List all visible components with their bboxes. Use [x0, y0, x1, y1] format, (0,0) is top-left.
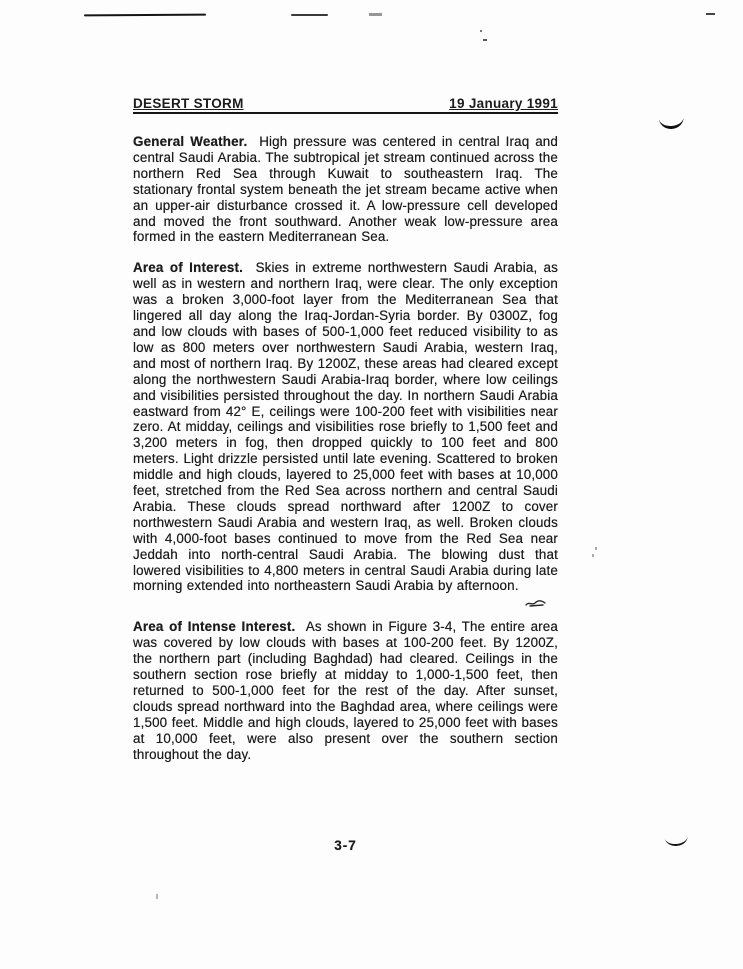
- scan-artifact-speck: [156, 894, 158, 899]
- scan-artifact-curved-mark-bottom: [665, 834, 689, 847]
- paragraph-body: High pressure was centered in central Iraq and central Saudi Arabia. The subtropical jet stream continued across the northern Red Sea through Kuwait to southeastern Iraq. The stationary frontal system beneath the jet stream became active when an upper-air disturbance crossed it. A low-pressure cell developed and moved the front southward. Another weak low-pressure area formed in the eastern Mediterranean Sea.: [133, 134, 558, 245]
- document-date: 19 January 1991: [449, 96, 558, 111]
- paragraph-heading: Area of Intense Interest.: [133, 619, 296, 635]
- paragraph-general-weather: [133, 134, 558, 245]
- scan-artifact-top-dashes: [369, 13, 382, 16]
- scan-artifact-speck: [483, 39, 487, 41]
- scan-artifact-top-line-short: [291, 14, 328, 16]
- document-title: DESERT STORM: [133, 96, 244, 111]
- paragraph-heading: Area of Interest.: [133, 260, 244, 276]
- scan-artifact-top-line-long: [84, 14, 206, 17]
- paragraph-area-of-intense-interest: [133, 619, 558, 762]
- scan-artifact-top-right-dash: [706, 13, 715, 15]
- scan-artifact-curved-mark-top: [659, 114, 685, 130]
- paragraph-heading: General Weather.: [133, 134, 248, 149]
- document-header: [133, 96, 558, 114]
- paragraph-body: Skies in extreme northwestern Saudi Arabia, as well as in western and northern Iraq, were clear. The only exception was a broken 3,000-foot layer from the Mediterranean Sea that lingered all day along the Iraq-Jordan-Syria border. By 0300Z, fog and low clouds with bases of 500-1,000 feet reduced visibility to as low as 800 meters over northwestern Saudi Arabia, western Iraq, and most of northern Iraq. By 1200Z, these areas had cleared except along the northwestern Saudi Arabia-Iraq border, where low ceilings and visibilities persisted throughout the day. In northern Saudi Arabia eastward from 42° E, ceilings were 100-200 feet with visibilities near zero. At midday, ceilings and visibilities rose briefly to 1,500 feet and 3,200 meters in fog, then dropped quickly to 100 feet and 800 meters. Light drizzle persisted until late evening. Scattered to broken middle and high clouds, layered to 25,000 feet with bases at 10,000 feet, stretched from the Red Sea across northern and central Saudi Arabia. These clouds spread northward after 1200Z to cover northwestern Saudi Arabia and western Iraq, as well. Broken clouds with 4,000-foot bases continued to move from the Red Sea near Jeddah into north-central Saudi Arabia. The blowing dust that lowered visibilities to 4,800 meters in central Saudi Arabia during late morning extended into northeastern Saudi Arabia by afternoon.: [133, 260, 558, 594]
- text-block: [133, 96, 558, 776]
- scan-artifact-pencil-dots: [592, 546, 598, 558]
- scan-artifact-speck: [480, 30, 482, 32]
- paragraph-area-of-interest: [133, 260, 558, 594]
- paragraph-body: As shown in Figure 3-4, The entire area was covered by low clouds with bases at 100-200 feet. By 1200Z, the northern part (including Baghdad) had cleared. Ceilings in the southern section rose briefly at midday to 1,000-1,500 feet, then returned to 500-1,000 feet for the rest of the day. After sunset, clouds spread northward into the Baghdad area, where ceilings were 1,500 feet. Middle and high clouds, layered to 25,000 feet with bases at 10,000 feet, were also present over the southern section throughout the day.: [133, 619, 558, 762]
- page-number: 3-7: [334, 838, 357, 853]
